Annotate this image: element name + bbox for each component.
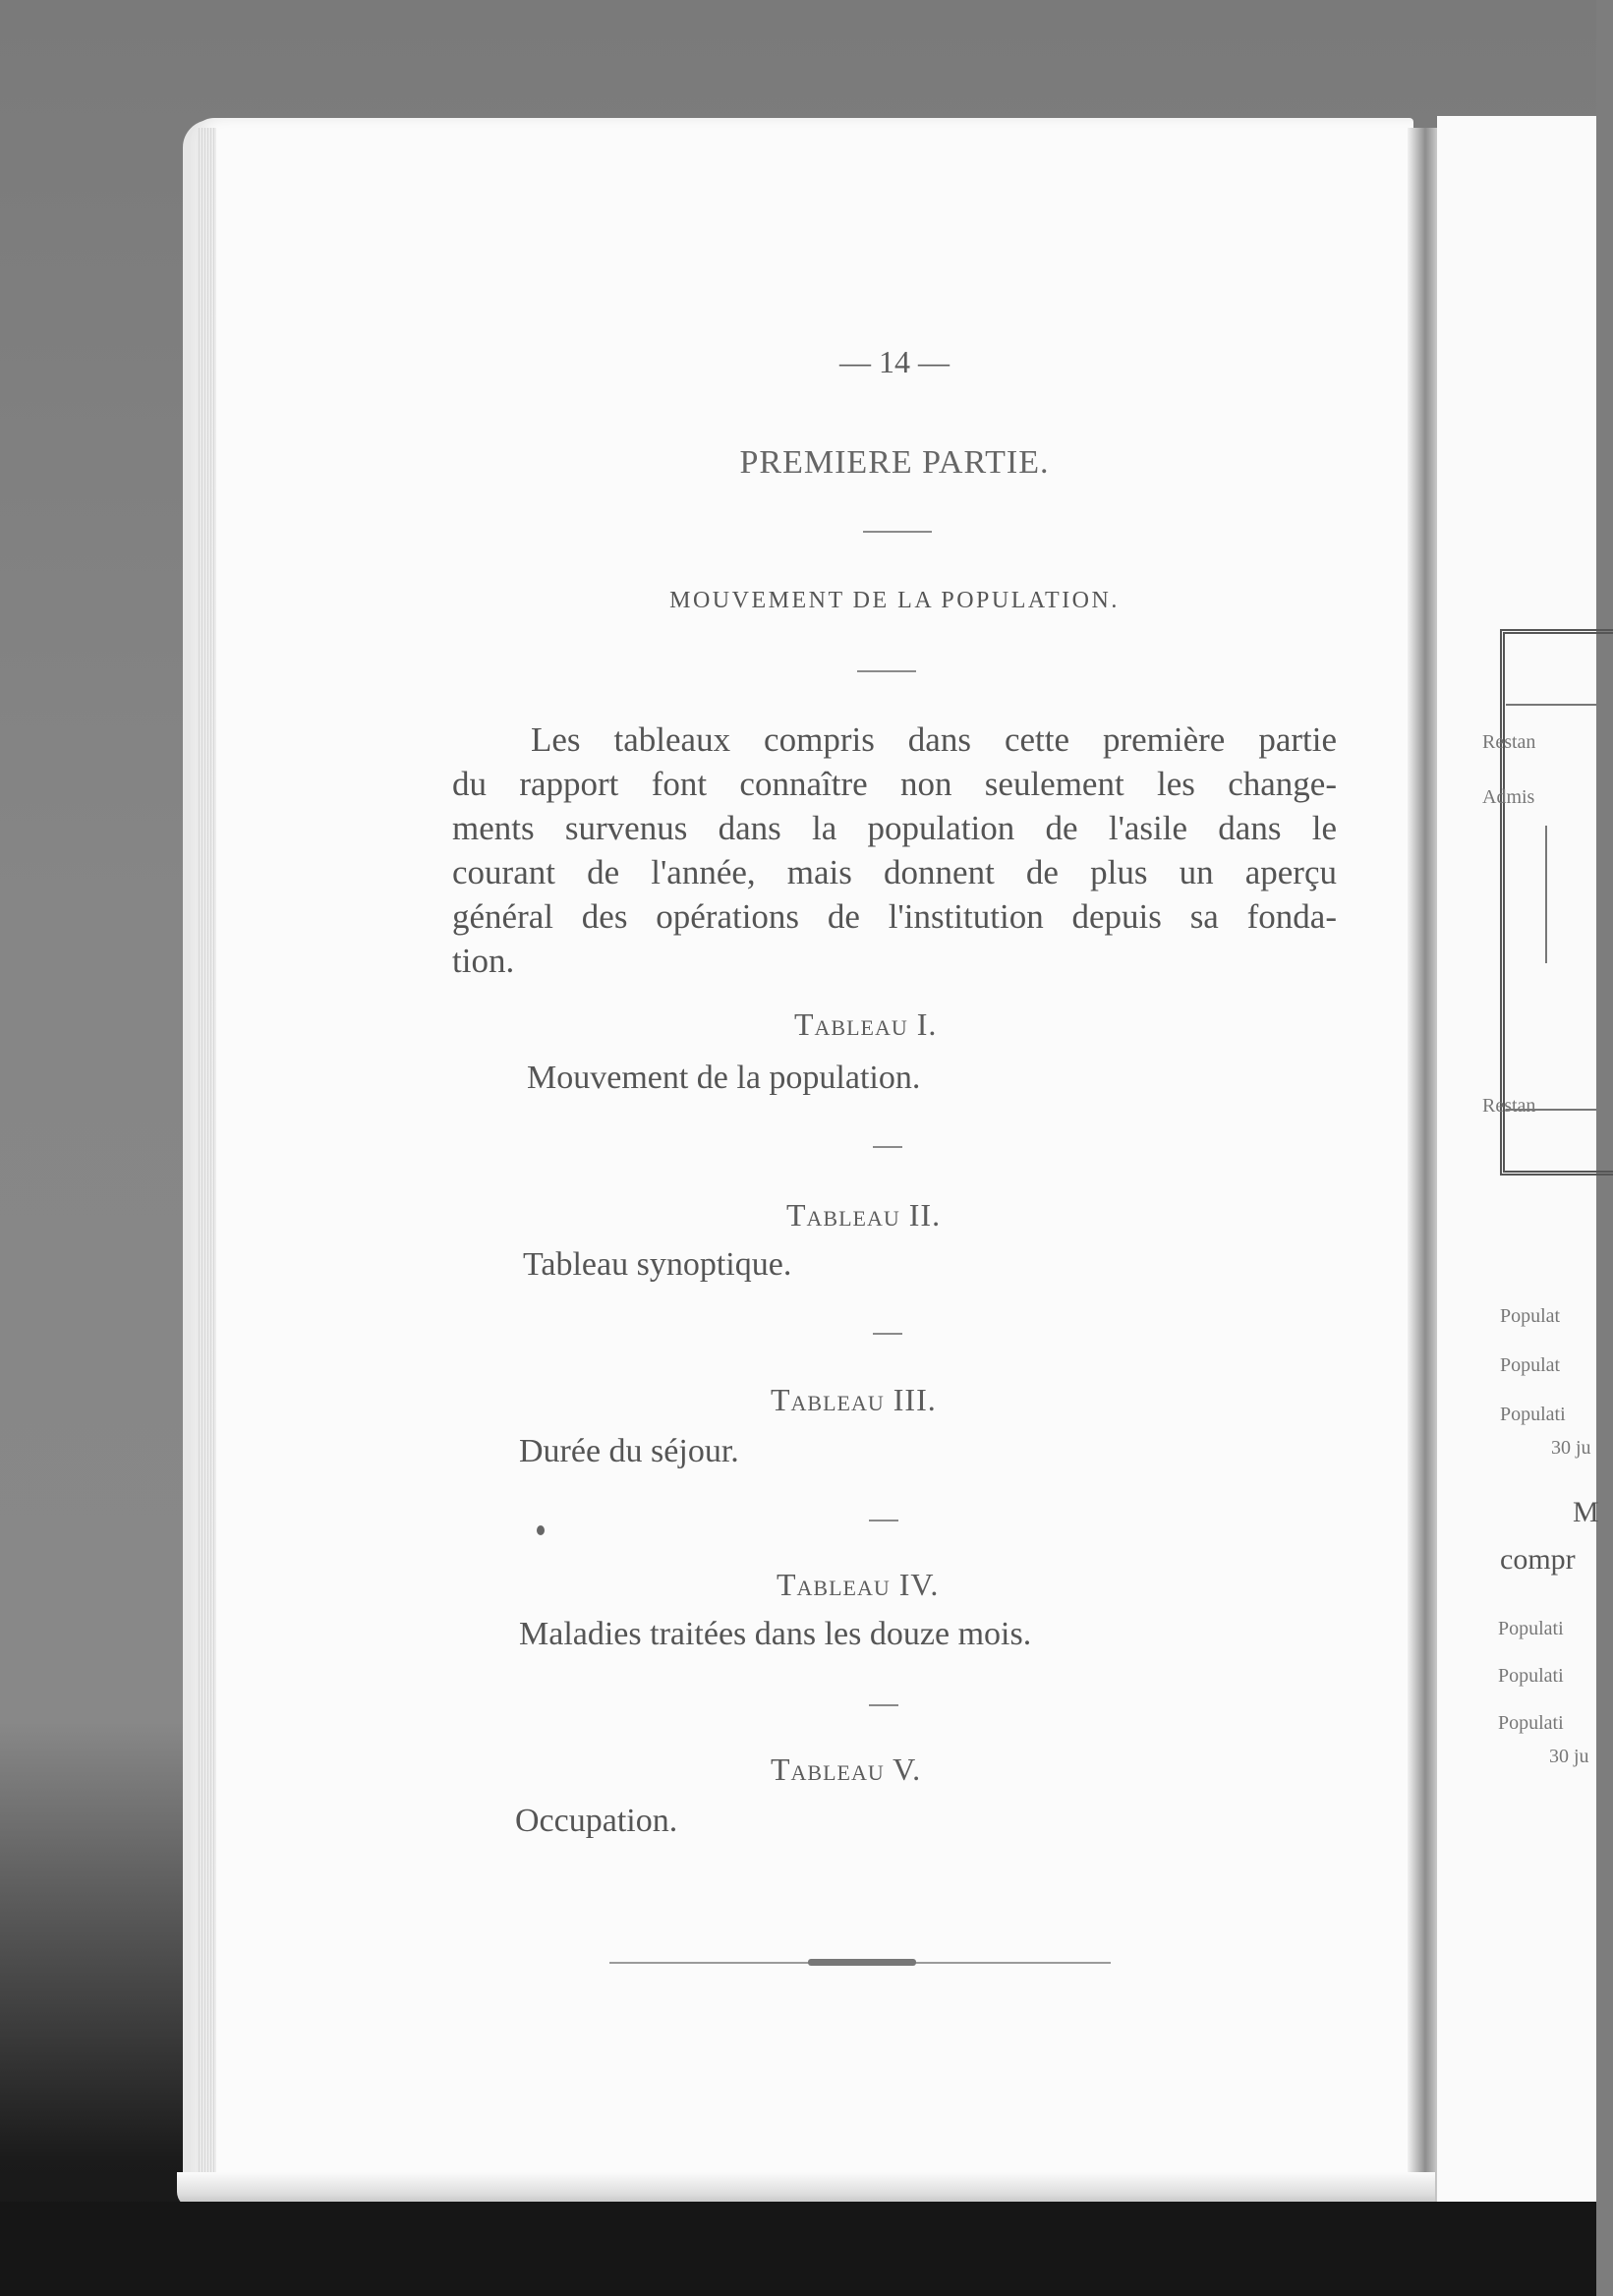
paragraph-line: Les tableaux compris dans cette première partie	[531, 720, 1337, 759]
population-line: Populat	[1500, 1305, 1561, 1327]
tableau-description: Durée du séjour.	[519, 1433, 739, 1469]
tableau-description: Mouvement de la population.	[527, 1060, 921, 1096]
population-line: Populati	[1498, 1665, 1564, 1687]
end-ornament-center	[808, 1959, 916, 1966]
population-line: Populati	[1500, 1404, 1566, 1425]
paragraph-line: ments survenus dans la population de l'asile dans le	[452, 809, 1337, 847]
population-line: 30 ju	[1551, 1437, 1591, 1459]
tableau-description: Occupation.	[515, 1803, 678, 1839]
table-rule	[1545, 826, 1547, 963]
heading-fragment: M	[1573, 1496, 1599, 1528]
section-title: MOUVEMENT DE LA POPULATION.	[669, 588, 1120, 613]
bottom-dark-band	[0, 2202, 1596, 2296]
tableau-heading: Tableau I.	[794, 1006, 938, 1042]
book-gutter	[1408, 128, 1437, 2221]
table-row-label: Restan	[1482, 1095, 1536, 1117]
intro-paragraph	[452, 718, 1337, 983]
population-line: Populat	[1500, 1354, 1561, 1376]
table-row-label: Admis	[1482, 786, 1535, 808]
dash-separator	[869, 1704, 898, 1706]
ink-speck	[537, 1525, 545, 1535]
population-line: 30 ju	[1549, 1746, 1589, 1767]
table-rule	[1506, 704, 1596, 706]
table-frame	[1500, 629, 1613, 1176]
population-line: Populati	[1498, 1618, 1564, 1639]
paragraph-line: du rapport font connaître non seulement les change-	[452, 765, 1337, 803]
tableau-heading: Tableau II.	[786, 1197, 942, 1233]
page-edges	[197, 128, 216, 2192]
dash-separator	[873, 1146, 902, 1148]
divider	[857, 670, 916, 672]
part-title: PREMIERE PARTIE.	[739, 444, 1050, 481]
left-page	[191, 118, 1413, 2200]
dash-separator	[869, 1520, 898, 1521]
tableau-description: Tableau synoptique.	[523, 1246, 792, 1283]
paragraph-line: courant de l'année, mais donnent de plus un aperçu	[452, 853, 1337, 891]
paragraph-line: général des opérations de l'institution depuis sa fonda-	[452, 897, 1337, 936]
heading-fragment: compr	[1500, 1543, 1576, 1576]
population-line: Populati	[1498, 1712, 1564, 1734]
divider	[863, 531, 932, 533]
dash-separator	[873, 1333, 902, 1335]
table-row-label: Restan	[1482, 731, 1536, 753]
tableau-description: Maladies traitées dans les douze mois.	[519, 1616, 1032, 1652]
tableau-heading: Tableau IV.	[777, 1567, 940, 1602]
tableau-heading: Tableau III.	[771, 1382, 937, 1417]
paragraph-line: tion.	[452, 942, 515, 980]
page-number: — 14 —	[839, 344, 950, 379]
tableau-heading: Tableau V.	[771, 1751, 922, 1787]
